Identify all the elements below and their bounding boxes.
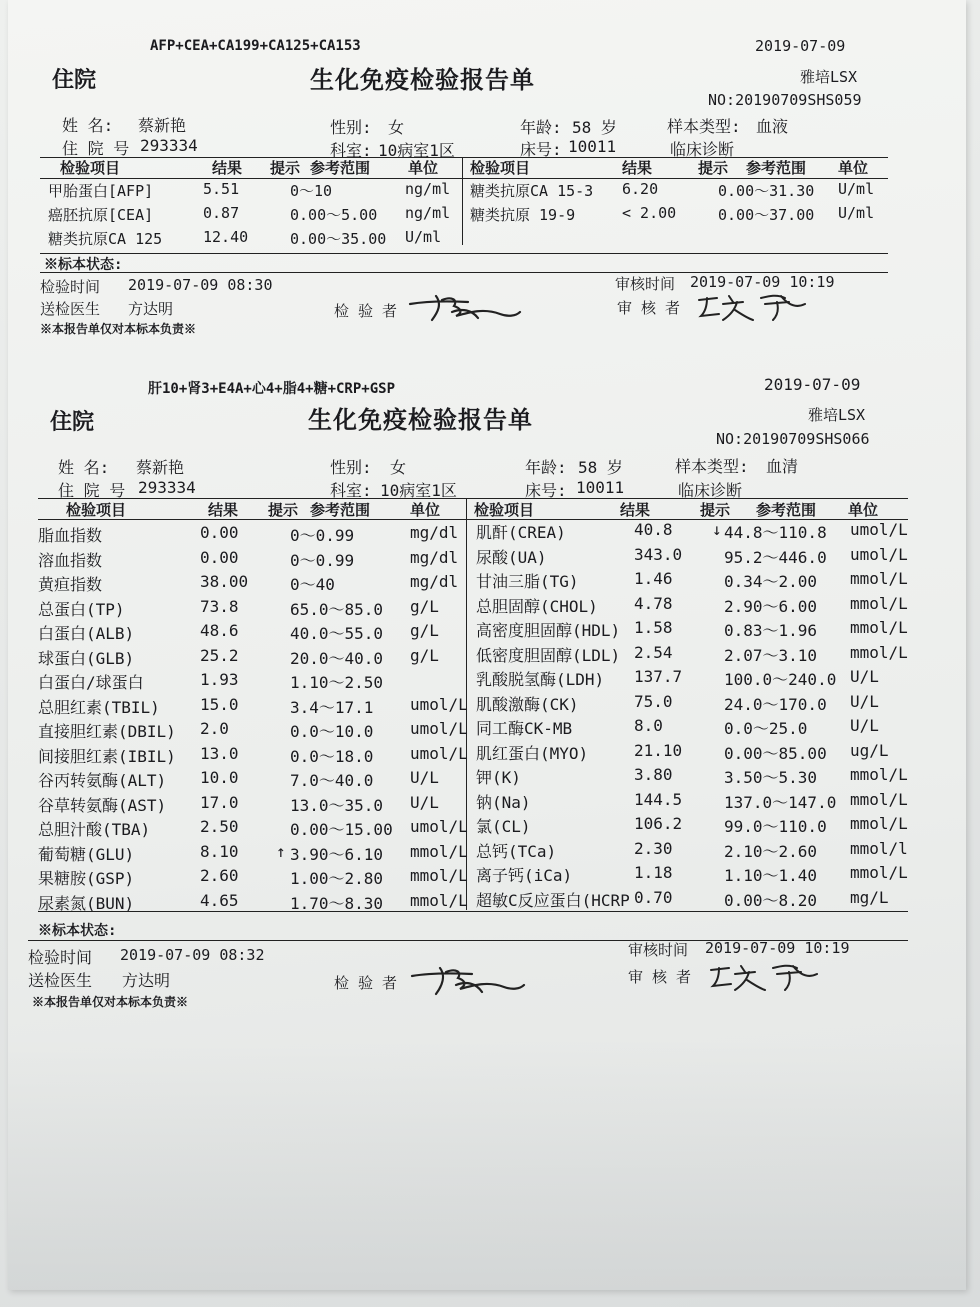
test-item-name: 葡萄糖(GLU)	[38, 844, 135, 864]
audit-time-label: 审核时间	[615, 275, 676, 293]
reference-range: 1.10～1.40	[724, 866, 818, 885]
test-item-name: 谷丙转氨酶(ALT)	[38, 771, 167, 790]
age-value: 58 岁	[578, 458, 623, 477]
disclaimer-note: ※本报告单仅对本标本负责※	[32, 995, 189, 1009]
col-range-right: 参考范围	[746, 159, 807, 177]
col-flag-right: 提示	[698, 159, 729, 177]
test-item-name: 总胆固醇(CHOL)	[476, 596, 598, 616]
auditor-label: 审 核 者	[628, 968, 692, 986]
unit: g/L	[410, 645, 439, 665]
test-result: < 2.00	[622, 204, 677, 222]
test-item-name: 尿酸(UA)	[476, 547, 547, 567]
test-item-name: 钠(Na)	[476, 792, 531, 812]
table-row	[0, 228, 980, 252]
ward-value: 10病室1区	[380, 481, 457, 500]
table-row	[0, 520, 980, 544]
patient-name: 蔡新艳	[136, 458, 185, 477]
test-result: 343.0	[634, 544, 683, 564]
test-result: 2.54	[634, 642, 673, 662]
col-item: 检验项目	[66, 501, 127, 519]
age-label: 年龄:	[525, 458, 567, 477]
test-item-name: 糖类抗原CA 125	[48, 230, 163, 248]
test-result: 8.0	[634, 716, 663, 735]
reference-range: 2.07～3.10	[724, 645, 818, 665]
sex-label: 性别:	[330, 118, 372, 137]
unit: mmol/L	[410, 841, 468, 861]
inpatient-id: 293334	[138, 478, 196, 497]
table-header	[0, 157, 980, 181]
sample-status: ※标本状态:	[44, 257, 123, 273]
reference-range: 0.00～37.00	[718, 206, 815, 224]
col-item: 检验项目	[60, 159, 121, 177]
patient-name: 蔡新艳	[138, 116, 187, 135]
reference-range: 2.10～2.60	[724, 841, 818, 861]
reference-range: 0.00～35.00	[290, 230, 387, 248]
report-number: NO:20190709SHS066	[716, 430, 870, 448]
unit: mmol/L	[850, 569, 908, 588]
diagnosis-label: 临床诊断	[678, 481, 743, 500]
test-item-name: 白蛋白/球蛋白	[38, 673, 144, 692]
unit: mmol/L	[850, 814, 908, 833]
col-item-right: 检验项目	[474, 501, 535, 519]
col-result-right: 结果	[620, 501, 651, 519]
reference-range: 2.90～6.00	[724, 596, 818, 616]
table-row	[0, 790, 980, 814]
unit: mmol/L	[850, 642, 908, 662]
test-result: 3.80	[634, 765, 673, 784]
age-value: 58 岁	[572, 118, 617, 137]
table-row	[0, 618, 980, 642]
table-row	[0, 594, 980, 618]
lab-name: 雅培LSX	[800, 68, 858, 86]
reference-range: 0～10	[290, 182, 333, 200]
col-range: 参考范围	[310, 501, 371, 519]
col-flag: 提示	[270, 159, 301, 177]
doctor-label: 送检医生	[28, 971, 93, 990]
sample-type-label: 样本类型:	[675, 457, 749, 476]
reference-range: 1.10～2.50	[290, 673, 384, 692]
unit: g/L	[410, 621, 439, 640]
test-time: 2019-07-09 08:30	[128, 276, 273, 294]
tester-signature	[410, 962, 528, 998]
reference-range: 44.8～110.8	[724, 523, 827, 542]
report-date: 2019-07-09	[764, 375, 861, 394]
test-time: 2019-07-09 08:32	[120, 946, 265, 964]
test-result: 2.60	[200, 866, 239, 885]
reference-range: 0.00～31.30	[718, 182, 815, 200]
test-item-name: 癌胚抗原[CEA]	[48, 206, 154, 224]
test-time-label: 检验时间	[28, 948, 93, 967]
test-codes: 肝10+肾3+E4A+心4+脂4+糖+CRP+GSP	[148, 381, 396, 397]
test-item-name: 同工酶CK-MB	[476, 719, 573, 738]
test-result: 38.00	[200, 572, 249, 591]
doctor-name: 方达明	[128, 300, 174, 318]
test-result: 8.10	[200, 841, 239, 861]
test-result: 17.0	[200, 792, 239, 812]
reference-range: 0.00～85.00	[724, 743, 827, 763]
col-flag-right: 提示	[700, 501, 731, 519]
unit: mmol/L	[850, 863, 908, 882]
reference-range: 99.0～110.0	[724, 817, 827, 836]
table-bottom-rule	[40, 253, 888, 254]
age-label: 年龄:	[520, 118, 562, 137]
ward-value: 10病室1区	[378, 141, 455, 160]
test-result: 6.20	[622, 180, 659, 198]
reference-range: 3.50～5.30	[724, 768, 818, 787]
test-item-name: 甲胎蛋白[AFP]	[48, 182, 154, 200]
unit: g/L	[410, 596, 439, 616]
sample-type: 血液	[756, 117, 789, 136]
test-item-name: 尿素氮(BUN)	[38, 893, 135, 913]
table-row	[0, 839, 980, 863]
test-result: 21.10	[634, 740, 683, 760]
table-row	[0, 692, 980, 716]
auditor-label: 审 核 者	[617, 299, 681, 317]
test-result: 75.0	[634, 691, 673, 711]
test-result: 2.0	[200, 719, 229, 738]
bed-value: 10011	[568, 137, 617, 156]
unit: ng/ml	[405, 204, 451, 222]
test-item-name: 肌酐(CREA)	[476, 523, 566, 542]
reference-range: 0.34～2.00	[724, 572, 818, 591]
bed-label: 床号:	[525, 481, 567, 500]
reference-range: 13.0～35.0	[290, 795, 384, 815]
unit: ng/ml	[405, 180, 451, 198]
reference-range: 40.0～55.0	[290, 624, 384, 643]
test-item-name: 糖类抗原CA 15-3	[470, 182, 594, 200]
test-item-name: 低密度胆固醇(LDL)	[476, 645, 621, 665]
test-item-name: 总胆汁酸(TBA)	[38, 820, 151, 839]
unit: mg/dl	[410, 523, 459, 542]
test-result: 25.2	[200, 645, 239, 665]
diagnosis-label: 临床诊断	[670, 140, 735, 159]
unit: U/ml	[838, 204, 875, 222]
test-result: 137.7	[634, 667, 683, 686]
col-unit-right: 单位	[838, 159, 869, 177]
reference-range: 3.4～17.1	[290, 697, 374, 717]
test-result: 0.70	[634, 887, 673, 907]
test-result: 48.6	[200, 621, 239, 640]
inpatient-id-label: 住 院 号	[62, 139, 130, 158]
unit: U/ml	[405, 228, 442, 246]
table-row	[0, 765, 980, 789]
test-item-name: 糖类抗原 19-9	[470, 206, 576, 224]
reference-range: 0～0.99	[290, 550, 355, 570]
report-title: 生化免疫检验报告单	[308, 405, 533, 434]
table-row	[0, 863, 980, 887]
test-codes: AFP+CEA+CA199+CA125+CA153	[150, 38, 361, 54]
test-item-name: 果糖胺(GSP)	[38, 869, 135, 888]
audit-time: 2019-07-09 10:19	[690, 273, 835, 291]
unit: mmol/L	[410, 866, 468, 885]
test-item-name: 白蛋白(ALB)	[38, 624, 135, 643]
unit: U/L	[850, 691, 879, 711]
test-item-name: 溶血指数	[38, 550, 103, 570]
test-item-name: 总蛋白(TP)	[38, 599, 125, 619]
test-result: 0.87	[203, 204, 240, 222]
col-result-right: 结果	[622, 159, 653, 177]
test-result: 12.40	[203, 228, 249, 246]
unit: U/L	[850, 716, 879, 735]
col-range: 参考范围	[310, 159, 371, 177]
lab-name: 雅培LSX	[808, 406, 866, 424]
patient-name-label: 姓 名:	[58, 458, 110, 477]
sample-type: 血清	[766, 457, 799, 476]
test-result: 0.00	[200, 523, 239, 542]
col-result: 结果	[212, 159, 243, 177]
test-result: 2.30	[634, 838, 673, 858]
reference-range: 24.0～170.0	[724, 694, 827, 714]
test-result: 1.58	[634, 618, 673, 637]
test-item-name: 球蛋白(GLB)	[38, 648, 135, 668]
audit-time: 2019-07-09 10:19	[705, 939, 850, 957]
test-item-name: 超敏C反应蛋白(HCRP	[476, 890, 630, 910]
table-row	[0, 204, 980, 228]
ward-label: 科室:	[330, 481, 372, 500]
unit: mg/dl	[410, 572, 459, 591]
col-item-right: 检验项目	[470, 159, 531, 177]
report-date: 2019-07-09	[755, 37, 846, 55]
test-item-name: 总胆红素(TBIL)	[38, 697, 160, 717]
table-row	[0, 545, 980, 569]
reference-range: 0.0～10.0	[290, 722, 374, 741]
test-result: 2.50	[200, 817, 239, 836]
test-item-name: 间接胆红素(IBIL)	[38, 746, 176, 766]
test-item-name: 谷草转氨酶(AST)	[38, 795, 167, 815]
unit: umol/L	[850, 544, 908, 564]
doctor-label: 送检医生	[40, 300, 101, 318]
reference-range: 0.00～8.20	[724, 890, 818, 910]
unit: umol/L	[410, 719, 468, 738]
bed-label: 床号:	[520, 140, 562, 159]
table-bottom-rule	[38, 911, 908, 912]
sample-status: ※标本状态:	[38, 923, 117, 939]
reference-range: 0.0～25.0	[724, 719, 808, 738]
col-range-right: 参考范围	[756, 501, 817, 519]
unit: mg/dl	[410, 547, 459, 567]
ward-label: 科室:	[330, 141, 372, 160]
col-unit: 单位	[408, 159, 439, 177]
doctor-name: 方达明	[122, 971, 171, 990]
test-result: 10.0	[200, 768, 239, 787]
test-item-name: 脂血指数	[38, 526, 103, 545]
unit: mmol/L	[850, 593, 908, 613]
reference-range: 0.00～5.00	[290, 206, 378, 224]
reference-range: 0.00～15.00	[290, 820, 393, 839]
unit: U/L	[410, 768, 439, 787]
inpatient-id-label: 住 院 号	[58, 481, 126, 500]
test-item-name: 直接胆红素(DBIL)	[38, 722, 176, 741]
sex-label: 性别:	[330, 458, 372, 477]
test-item-name: 黄疸指数	[38, 575, 103, 594]
tester-label: 检 验 者	[334, 974, 398, 992]
table-row	[0, 716, 980, 740]
test-item-name: 肌酸激酶(CK)	[476, 694, 579, 714]
unit: umol/L	[410, 817, 468, 836]
test-result: 1.46	[634, 569, 673, 588]
test-item-name: 离子钙(iCa)	[476, 866, 573, 885]
auditor-signature	[705, 960, 823, 996]
tester-signature	[408, 290, 523, 324]
test-result: 1.93	[200, 670, 239, 689]
test-result: 106.2	[634, 814, 683, 833]
dept-type: 住院	[52, 67, 97, 93]
bed-value: 10011	[576, 478, 625, 497]
test-item-name: 乳酸脱氢酶(LDH)	[476, 670, 605, 689]
reference-range: 137.0～147.0	[724, 792, 837, 812]
table-row	[0, 888, 980, 912]
col-unit-right: 单位	[848, 501, 879, 519]
test-result: 1.18	[634, 863, 673, 882]
table-row	[0, 667, 980, 691]
reference-range: 20.0～40.0	[290, 648, 384, 668]
test-item-name: 氯(CL)	[476, 817, 531, 836]
abnormal-flag: ↓	[712, 520, 722, 539]
table-row	[0, 741, 980, 765]
test-result: 4.65	[200, 890, 239, 910]
col-result: 结果	[208, 501, 239, 519]
test-result: 0.00	[200, 547, 239, 567]
sex-value: 女	[388, 118, 405, 137]
dept-type: 住院	[50, 409, 95, 435]
unit: umol/L	[410, 743, 468, 763]
test-item-name: 钾(K)	[476, 768, 521, 787]
unit: mmol/l	[850, 838, 908, 858]
unit: mmol/L	[850, 765, 908, 784]
test-item-name: 甘油三脂(TG)	[476, 572, 579, 591]
test-result: 73.8	[200, 596, 239, 616]
unit: umol/L	[410, 694, 468, 714]
test-item-name: 高密度胆固醇(HDL)	[476, 621, 621, 640]
test-item-name: 肌红蛋白(MYO)	[476, 743, 589, 763]
test-result: 15.0	[200, 694, 239, 714]
report-number: NO:20190709SHS059	[708, 91, 862, 109]
unit: U/ml	[838, 180, 875, 198]
reference-range: 7.0～40.0	[290, 771, 374, 790]
table-row	[0, 180, 980, 204]
unit: mmol/L	[850, 789, 908, 809]
unit: ug/L	[850, 740, 889, 760]
reference-range: 95.2～446.0	[724, 547, 827, 567]
table-row	[0, 569, 980, 593]
report-title: 生化免疫检验报告单	[310, 65, 535, 94]
inpatient-id: 293334	[140, 136, 198, 155]
reference-range: 100.0～240.0	[724, 670, 837, 689]
col-unit: 单位	[410, 501, 441, 519]
table-row	[0, 643, 980, 667]
unit: mmol/L	[410, 890, 468, 910]
reference-range: 3.90～6.10	[290, 844, 384, 864]
table-row	[0, 814, 980, 838]
reference-range: 0～0.99	[290, 526, 355, 545]
abnormal-flag: ↑	[276, 841, 286, 861]
reference-range: 65.0～85.0	[290, 599, 384, 619]
unit: U/L	[410, 792, 439, 812]
sex-value: 女	[390, 458, 407, 477]
patient-name-label: 姓 名:	[62, 116, 114, 135]
test-result: 4.78	[634, 593, 673, 613]
col-flag: 提示	[268, 501, 299, 519]
test-result: 144.5	[634, 789, 683, 809]
reference-range: 0～40	[290, 575, 335, 594]
unit: umol/L	[850, 520, 908, 539]
test-item-name: 总钙(TCa)	[476, 841, 557, 861]
audit-time-label: 审核时间	[628, 941, 689, 959]
auditor-signature	[693, 290, 808, 324]
reference-range: 1.00～2.80	[290, 869, 384, 888]
reference-range: 0.83～1.96	[724, 621, 818, 640]
test-result: 5.51	[203, 180, 240, 198]
disclaimer-note: ※本报告单仅对本标本负责※	[40, 322, 197, 336]
unit: mg/L	[850, 887, 889, 907]
test-result: 13.0	[200, 743, 239, 763]
reference-range: 1.70～8.30	[290, 893, 384, 913]
unit: U/L	[850, 667, 879, 686]
sample-type-label: 样本类型:	[667, 117, 741, 136]
test-time-label: 检验时间	[40, 278, 101, 296]
test-result: 40.8	[634, 520, 673, 539]
unit: mmol/L	[850, 618, 908, 637]
tester-label: 检 验 者	[334, 302, 398, 320]
reference-range: 0.0～18.0	[290, 746, 374, 766]
